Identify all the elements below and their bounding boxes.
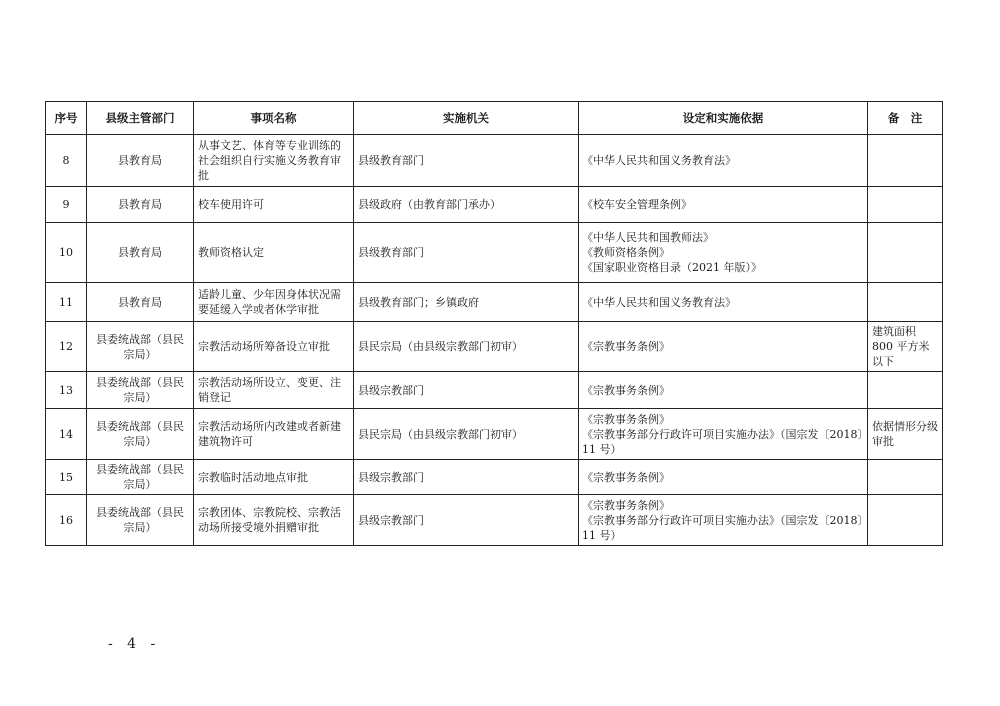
row-department: 县委统战部（县民宗局） (87, 409, 194, 460)
table-row (46, 223, 943, 283)
table-row (46, 495, 943, 546)
row-legal-basis: 《宗教事务条例》 (579, 322, 868, 372)
row-item-name: 宗教活动场所筹备设立审批 (194, 322, 354, 372)
row-serial-no: 14 (46, 409, 87, 460)
row-legal-basis: 《中华人民共和国教师法》 《教师资格条例》 《国家职业资格目录（2021 年版）》 (579, 223, 868, 283)
row-department: 县教育局 (87, 283, 194, 322)
row-serial-no: 11 (46, 283, 87, 322)
row-department: 县委统战部（县民宗局） (87, 495, 194, 546)
row-note (868, 495, 943, 546)
page-number: - 4 - (108, 636, 161, 652)
row-note: 依据情形分级审批 (868, 409, 943, 460)
row-serial-no: 10 (46, 223, 87, 283)
row-agency: 县级宗教部门 (354, 460, 579, 495)
row-legal-basis: 《宗教事务条例》 (579, 460, 868, 495)
row-agency: 县民宗局（由县级宗教部门初审） (354, 409, 579, 460)
table-row (46, 187, 943, 223)
row-department: 县教育局 (87, 135, 194, 187)
row-item-name: 宗教活动场所设立、变更、注销登记 (194, 372, 354, 409)
row-item-name: 宗教团体、宗教院校、宗教活动场所接受境外捐赠审批 (194, 495, 354, 546)
table-row (46, 283, 943, 322)
header-row (46, 102, 943, 135)
table-row (46, 409, 943, 460)
table-row (46, 460, 943, 495)
row-note (868, 283, 943, 322)
row-note (868, 372, 943, 409)
row-department: 县委统战部（县民宗局） (87, 372, 194, 409)
header-item-name: 事项名称 (194, 102, 354, 135)
row-agency: 县级政府（由教育部门承办） (354, 187, 579, 223)
header-legal-basis: 设定和实施依据 (579, 102, 868, 135)
row-serial-no: 15 (46, 460, 87, 495)
row-agency: 县级教育部门 (354, 223, 579, 283)
row-item-name: 教师资格认定 (194, 223, 354, 283)
header-serial-no: 序号 (46, 102, 87, 135)
table-row (46, 135, 943, 187)
header-implementing-agency: 实施机关 (354, 102, 579, 135)
row-item-name: 校车使用许可 (194, 187, 354, 223)
row-legal-basis: 《校车安全管理条例》 (579, 187, 868, 223)
row-item-name: 适龄儿童、少年因身体状况需要延缓入学或者休学审批 (194, 283, 354, 322)
row-serial-no: 8 (46, 135, 87, 187)
row-department: 县委统战部（县民宗局） (87, 460, 194, 495)
row-item-name: 宗教活动场所内改建或者新建建筑物许可 (194, 409, 354, 460)
row-department: 县委统战部（县民宗局） (87, 322, 194, 372)
row-serial-no: 12 (46, 322, 87, 372)
row-agency: 县级宗教部门 (354, 495, 579, 546)
permit-table (45, 101, 943, 546)
table-row (46, 372, 943, 409)
row-serial-no: 9 (46, 187, 87, 223)
row-note (868, 460, 943, 495)
table-row (46, 322, 943, 372)
row-serial-no: 13 (46, 372, 87, 409)
row-agency: 县民宗局（由县级宗教部门初审） (354, 322, 579, 372)
row-item-name: 宗教临时活动地点审批 (194, 460, 354, 495)
row-serial-no: 16 (46, 495, 87, 546)
header-county-department: 县级主管部门 (87, 102, 194, 135)
row-note (868, 223, 943, 283)
row-legal-basis: 《宗教事务条例》 《宗教事务部分行政许可项目实施办法》（国宗发〔2018〕11 号） (579, 409, 868, 460)
row-note (868, 135, 943, 187)
row-legal-basis: 《宗教事务条例》 《宗教事务部分行政许可项目实施办法》（国宗发〔2018〕11 号） (579, 495, 868, 546)
row-department: 县教育局 (87, 187, 194, 223)
row-agency: 县级教育部门 (354, 135, 579, 187)
row-legal-basis: 《中华人民共和国义务教育法》 (579, 283, 868, 322)
row-department: 县教育局 (87, 223, 194, 283)
row-note (868, 187, 943, 223)
row-agency: 县级教育部门；乡镇政府 (354, 283, 579, 322)
row-legal-basis: 《宗教事务条例》 (579, 372, 868, 409)
header-notes: 备 注 (868, 102, 943, 135)
row-item-name: 从事文艺、体育等专业训练的社会组织自行实施义务教育审批 (194, 135, 354, 187)
row-note: 建筑面积 800 平方米以下 (868, 322, 943, 372)
row-agency: 县级宗教部门 (354, 372, 579, 409)
row-legal-basis: 《中华人民共和国义务教育法》 (579, 135, 868, 187)
